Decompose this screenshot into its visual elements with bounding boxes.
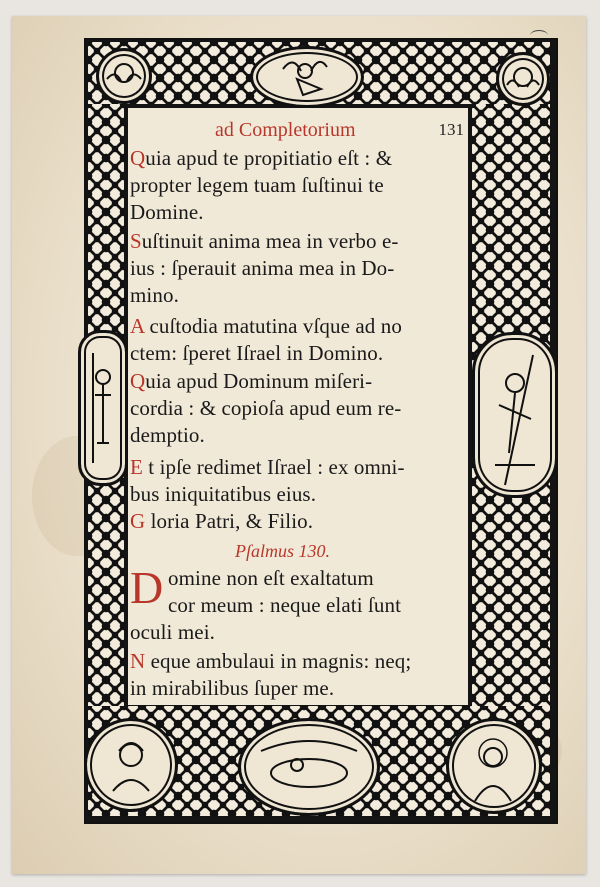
psalm-title: Pſalmus 130. xyxy=(235,541,331,561)
verse-line: A cuſtodia matutina vſque ad no xyxy=(130,314,402,338)
evangelist-medallion-bottom-left xyxy=(84,718,178,812)
verse-line: Quia apud Dominum miſeri- xyxy=(130,369,373,393)
psalm-line: cor meum : neque elati ſunt xyxy=(168,593,402,617)
cherub-medallion-left xyxy=(96,48,152,104)
running-head xyxy=(215,118,470,142)
verse-line: demptio. xyxy=(130,423,205,447)
page-number: 131 xyxy=(438,120,464,139)
verse-line: propter legem tuam ſuſtinui te xyxy=(130,173,384,197)
cherub-medallion-right xyxy=(496,52,550,106)
verse-initial: N xyxy=(130,649,146,673)
verse-line: Domine. xyxy=(130,200,204,224)
verse-line: mino. xyxy=(130,283,179,307)
saint-medallion-left xyxy=(78,330,128,486)
verse-line: Suſtinuit anima mea in verbo e- xyxy=(130,229,399,253)
verse-line: Quia apud te propitiatio eſt : & xyxy=(130,146,393,170)
angel-medallion-top xyxy=(250,46,364,108)
verse-line: cordia : & copioſa apud eum re- xyxy=(130,396,402,420)
verse-line: E t ipſe redimet Iſrael : ex omni- xyxy=(130,455,405,479)
nativity-medallion-bottom xyxy=(238,718,380,816)
psalm-line: oculi mei. xyxy=(130,620,215,644)
verse-initial: Q xyxy=(130,369,146,393)
verse-initial: Q xyxy=(130,146,146,170)
verse-initial: A xyxy=(130,314,145,338)
drop-cap: D xyxy=(130,562,164,613)
psalm-line: N eque ambulaui in magnis: neq; xyxy=(130,649,412,673)
verse-line: ctem: ſperet Iſrael in Domino. xyxy=(130,341,384,365)
verse-initial: E xyxy=(130,455,143,479)
psalm-line: in mirabilibus ſuper me. xyxy=(130,676,335,700)
psalm-line: omine non eſt exaltatum xyxy=(168,566,374,590)
verse-initial: G xyxy=(130,509,146,533)
verse-initial: S xyxy=(130,229,142,253)
verse-line: G loria Patri, & Filio. xyxy=(130,509,314,533)
madonna-medallion-bottom-right xyxy=(446,718,542,814)
saint-medallion-right xyxy=(472,332,558,498)
running-head-title: ad Completorium xyxy=(215,119,356,141)
verse-line: ius : ſperauit anima mea in Do- xyxy=(130,256,395,280)
verse-line: bus iniquitatibus eius. xyxy=(130,482,317,506)
